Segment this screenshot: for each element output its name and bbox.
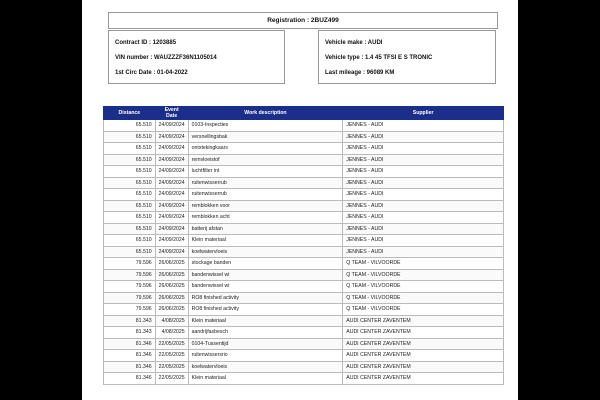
cell-event-date: 24/09/2024 <box>155 131 188 143</box>
cell-work-description: Klein materiaal <box>188 373 343 385</box>
cell-event-date: 26/06/2025 <box>155 269 188 281</box>
cell-supplier: JENNES - AUDI <box>343 131 504 143</box>
table-row <box>104 304 504 316</box>
cell-work-description: Klein materiaal <box>188 235 343 247</box>
cell-distance: 65.510 <box>104 235 156 247</box>
cell-work-description: batterij afstan <box>188 223 343 235</box>
cell-event-date: 24/09/2024 <box>155 177 188 189</box>
cell-event-date: 24/09/2024 <box>155 246 188 258</box>
cell-distance: 65.510 <box>104 189 156 201</box>
cell-distance: 65.510 <box>104 177 156 189</box>
cell-distance: 79.596 <box>104 292 156 304</box>
header-distance: Distance <box>104 107 156 120</box>
cell-work-description: RO8 finished activity <box>188 304 343 316</box>
table-row <box>104 315 504 327</box>
cell-work-description: RO8 finished activity <box>188 292 343 304</box>
table-row <box>104 177 504 189</box>
cell-supplier: JENNES - AUDI <box>343 212 504 224</box>
cell-event-date: 24/09/2024 <box>155 223 188 235</box>
cell-distance: 65.510 <box>104 166 156 178</box>
cell-distance: 79.596 <box>104 281 156 293</box>
cell-supplier: AUDI CENTER ZAVENTEM <box>343 361 504 373</box>
vehicle-info-box <box>318 30 496 84</box>
cell-distance: 81.346 <box>104 373 156 385</box>
cell-work-description: koelwatervloeis <box>188 361 343 373</box>
cell-work-description: 0103-Inspecties <box>188 120 343 132</box>
cell-supplier: Q TEAM - VILVOORDE <box>343 292 504 304</box>
cell-supplier: Q TEAM - VILVOORDE <box>343 304 504 316</box>
cell-work-description: versnellingsbak <box>188 131 343 143</box>
vehicle-type: Vehicle type : 1.4 45 TFSI E S TRONIC <box>325 55 433 61</box>
cell-supplier: Q TEAM - VILVOORDE <box>343 258 504 270</box>
table-row <box>104 120 504 132</box>
cell-work-description: koelwatervloeis <box>188 246 343 258</box>
cell-supplier: JENNES - AUDI <box>343 200 504 212</box>
maintenance-history-table <box>103 106 504 385</box>
table-row <box>104 154 504 166</box>
cell-distance: 81.343 <box>104 315 156 327</box>
cell-distance: 65.510 <box>104 223 156 235</box>
cell-event-date: 4/08/2025 <box>155 315 188 327</box>
cell-supplier: Q TEAM - VILVOORDE <box>343 281 504 293</box>
cell-work-description: aandrijfasbesch <box>188 327 343 339</box>
table-row <box>104 361 504 373</box>
table-row <box>104 212 504 224</box>
last-mileage: Last mileage : 96089 KM <box>325 70 395 76</box>
cell-event-date: 26/06/2025 <box>155 304 188 316</box>
cell-distance: 79.596 <box>104 258 156 270</box>
first-circulation-date: 1st Circ Date : 01-04-2022 <box>115 70 188 76</box>
cell-supplier: AUDI CENTER ZAVENTEM <box>343 327 504 339</box>
cell-work-description: remblokken acht <box>188 212 343 224</box>
table-row <box>104 258 504 270</box>
cell-event-date: 24/09/2024 <box>155 120 188 132</box>
cell-distance: 65.510 <box>104 143 156 155</box>
cell-work-description: luchtfilter int <box>188 166 343 178</box>
table-row <box>104 246 504 258</box>
registration-header: Registration : 2BUZ499 <box>108 12 498 29</box>
cell-distance: 81.343 <box>104 327 156 339</box>
table-row <box>104 143 504 155</box>
cell-event-date: 26/06/2025 <box>155 258 188 270</box>
cell-work-description: ruitenwisserrub <box>188 177 343 189</box>
cell-supplier: AUDI CENTER ZAVENTEM <box>343 338 504 350</box>
cell-event-date: 24/09/2024 <box>155 189 188 201</box>
cell-supplier: AUDI CENTER ZAVENTEM <box>343 315 504 327</box>
table-row <box>104 200 504 212</box>
cell-event-date: 22/05/2025 <box>155 350 188 362</box>
table-row <box>104 327 504 339</box>
cell-distance: 81.346 <box>104 350 156 362</box>
cell-distance: 79.596 <box>104 269 156 281</box>
cell-supplier: JENNES - AUDI <box>343 235 504 247</box>
table-row <box>104 166 504 178</box>
table-row <box>104 281 504 293</box>
cell-event-date: 24/09/2024 <box>155 235 188 247</box>
cell-event-date: 24/09/2024 <box>155 212 188 224</box>
cell-distance: 81.346 <box>104 361 156 373</box>
cell-distance: 65.510 <box>104 212 156 224</box>
cell-event-date: 22/05/2025 <box>155 361 188 373</box>
cell-supplier: JENNES - AUDI <box>343 154 504 166</box>
cell-work-description: ontstekingkaars <box>188 143 343 155</box>
cell-event-date: 26/06/2025 <box>155 281 188 293</box>
cell-work-description: 0104-Tussentijd <box>188 338 343 350</box>
vehicle-make: Vehicle make : AUDI <box>325 40 383 46</box>
cell-supplier: JENNES - AUDI <box>343 143 504 155</box>
cell-distance: 65.510 <box>104 131 156 143</box>
header-work-description: Work description <box>188 107 343 120</box>
cell-work-description: ruitenwissersrio <box>188 350 343 362</box>
table-row <box>104 350 504 362</box>
table-header-row <box>104 107 504 120</box>
cell-event-date: 26/06/2025 <box>155 292 188 304</box>
cell-event-date: 22/05/2025 <box>155 373 188 385</box>
cell-work-description: Klein materiaal <box>188 315 343 327</box>
table-row <box>104 189 504 201</box>
cell-supplier: JENNES - AUDI <box>343 246 504 258</box>
cell-supplier: Q TEAM - VILVOORDE <box>343 269 504 281</box>
cell-distance: 65.510 <box>104 200 156 212</box>
contract-info-box <box>108 30 285 84</box>
cell-work-description: stockage banden <box>188 258 343 270</box>
cell-distance: 65.510 <box>104 246 156 258</box>
table-row <box>104 269 504 281</box>
cell-supplier: JENNES - AUDI <box>343 177 504 189</box>
cell-supplier: JENNES - AUDI <box>343 166 504 178</box>
cell-work-description: remvloeistof <box>188 154 343 166</box>
cell-distance: 81.346 <box>104 338 156 350</box>
cell-distance: 65.510 <box>104 154 156 166</box>
table-row <box>104 131 504 143</box>
cell-supplier: AUDI CENTER ZAVENTEM <box>343 373 504 385</box>
vin-number: VIN number : WAUZZZF36N1105014 <box>115 55 217 61</box>
header-supplier: Supplier <box>343 107 504 120</box>
table-row <box>104 292 504 304</box>
header-event-date: Event Date <box>155 107 188 120</box>
cell-distance: 65.510 <box>104 120 156 132</box>
cell-supplier: JENNES - AUDI <box>343 189 504 201</box>
table-row <box>104 338 504 350</box>
cell-event-date: 24/09/2024 <box>155 143 188 155</box>
table-row <box>104 223 504 235</box>
table-row <box>104 235 504 247</box>
document-page <box>82 0 518 400</box>
cell-event-date: 24/09/2024 <box>155 154 188 166</box>
cell-distance: 79.596 <box>104 304 156 316</box>
cell-event-date: 24/09/2024 <box>155 166 188 178</box>
cell-work-description: ruitenwisserrub <box>188 189 343 201</box>
cell-event-date: 22/05/2025 <box>155 338 188 350</box>
cell-supplier: AUDI CENTER ZAVENTEM <box>343 350 504 362</box>
cell-work-description: bandenwissel wi <box>188 281 343 293</box>
cell-supplier: JENNES - AUDI <box>343 120 504 132</box>
cell-event-date: 24/09/2024 <box>155 200 188 212</box>
cell-work-description: remblokken voor <box>188 200 343 212</box>
contract-id: Contract ID : 1203885 <box>115 40 177 46</box>
cell-event-date: 4/08/2025 <box>155 327 188 339</box>
table-row <box>104 373 504 385</box>
cell-work-description: bandenwissel wi <box>188 269 343 281</box>
cell-supplier: JENNES - AUDI <box>343 223 504 235</box>
